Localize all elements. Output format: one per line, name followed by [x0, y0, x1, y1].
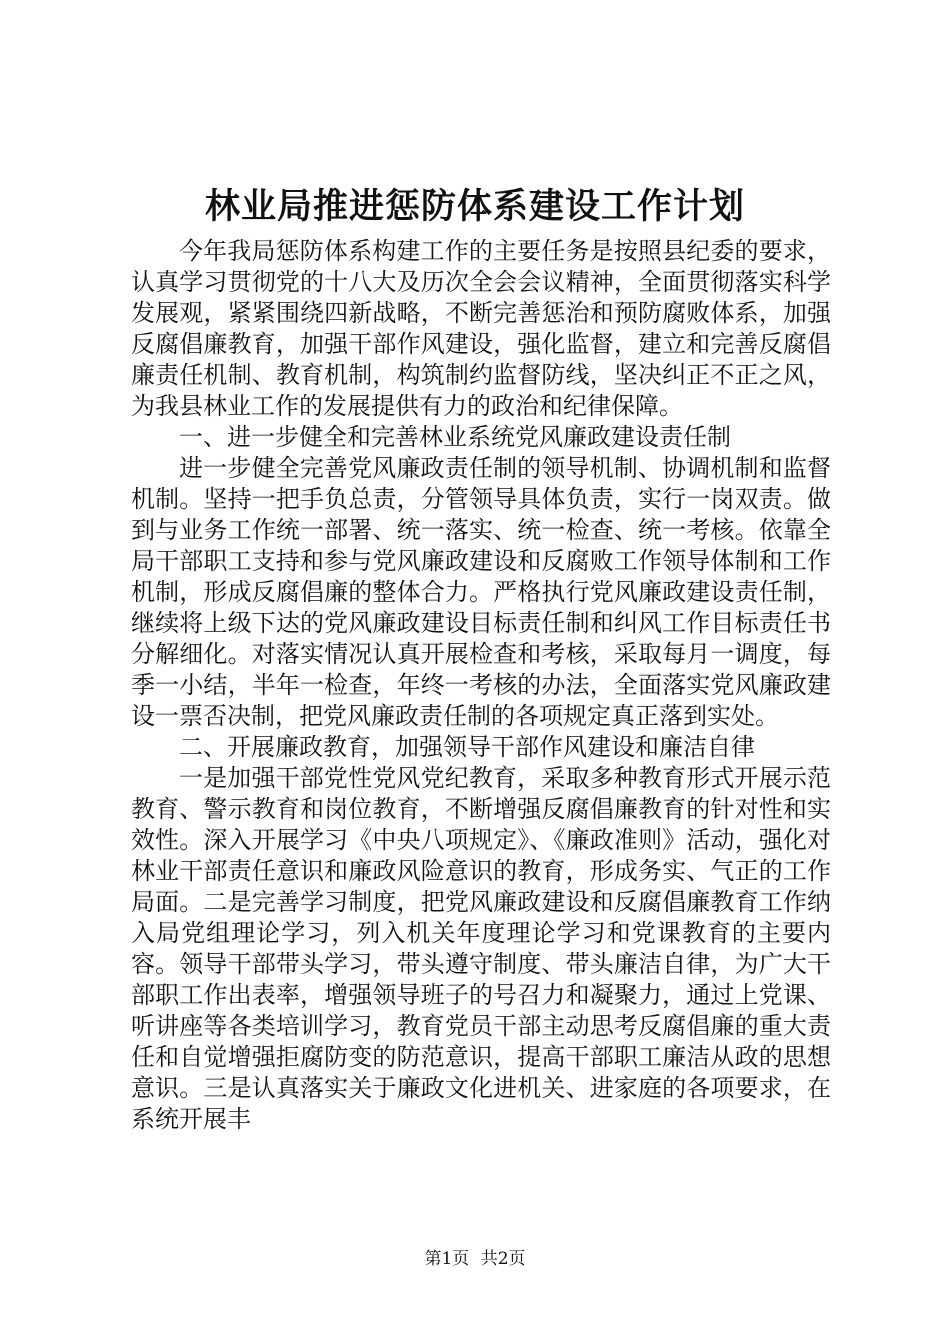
- section-heading-1: 一、进一步健全和完善林业系统党风廉政建设责任制: [179, 423, 731, 451]
- section-1-paragraph: 进一步健全完善党风廉政责任制的领导机制、协调机制和监督机制。坚持一把手负总责，分管领导具体负责，实行一岗双责。做到与业务工作统一部署、统一落实、统一检查、统一考核。依靠全局干部职工支持和参与党风廉政建设和反腐败工作领导体制和工作机制，形成反腐倡廉的整体合力。严格执行党风廉政建设责任制，继续将上级下达的党风廉政建设目标责任制和纠风工作目标责任书分解细化。对落实情况认真开展检查和考核，采取每月一调度，每季一小结，半年一检查，年终一考核的办法，全面落实党风廉政建设一票否决制，把党风廉政责任制的各项规定真正落到实处。: [131, 454, 831, 730]
- section-2-paragraph: 一是加强干部党性党风党纪教育，采取多种教育形式开展示范教育、警示教育和岗位教育，不断增强反腐倡廉教育的针对性和实效性。深入开展学习《中央八项规定》、《廉政准则》活动，强化对林业干部责任意识和廉政风险意识的教育，形成务实、气正的工作局面。二是完善学习制度，把党风廉政建设和反腐倡廉教育工作纳入局党组理论学习，列入机关年度理论学习和党课教育的主要内容。领导干部带头学习，带头遵守制度、带头廉洁自律，为广大干部职工作出表率，增强领导班子的号召力和凝聚力，通过上党课、听讲座等各类培训学习，教育党员干部主动思考反腐倡廉的重大责任和自觉增强拒腐防变的防范意识，提高干部职工廉洁从政的思想意识。三是认真落实关于廉政文化进机关、进家庭的各项要求，在系统开展丰: [131, 764, 831, 1133]
- page-total: 共2页: [480, 1249, 526, 1269]
- page-number: 第1页: [424, 1249, 470, 1269]
- document-body: [131, 236, 831, 1135]
- document-title: 林业局推进惩防体系建设工作计划: [204, 186, 745, 227]
- page-footer: [0, 1244, 950, 1269]
- section-heading-2: 二、开展廉政教育，加强领导干部作风建设和廉洁自律: [179, 733, 755, 761]
- intro-paragraph: 今年我局惩防体系构建工作的主要任务是按照县纪委的要求，认真学习贯彻党的十八大及历次全会会议精神，全面贯彻落实科学发展观，紧紧围绕四新战略，不断完善惩治和预防腐败体系，加强反腐倡廉教育，加强干部作风建设，强化监督，建立和完善反腐倡廉责任机制、教育机制，构筑制约监督防线，坚决纠正不正之风，为我县林业工作的发展提供有力的政治和纪律保障。: [131, 237, 831, 420]
